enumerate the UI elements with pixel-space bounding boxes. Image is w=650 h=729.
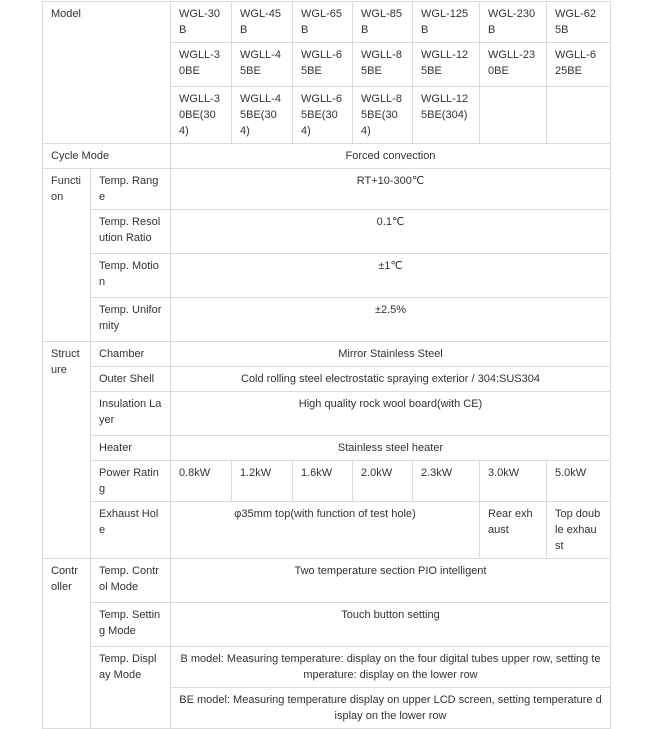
- model-be304-cell: WGLL-30BE(304): [171, 87, 232, 144]
- temp-resolution-label: Temp. Resolution Ratio: [91, 210, 171, 254]
- temp-range-row: [43, 169, 611, 210]
- outer-shell-row: [43, 367, 611, 392]
- model-be304-cell: WGLL-85BE(304): [353, 87, 413, 144]
- temp-uniformity-label: Temp. Uniformity: [91, 298, 171, 342]
- model-be304-cell: [480, 87, 547, 144]
- control-mode-value: Two temperature section PIO intelligent: [171, 559, 611, 603]
- setting-mode-label: Temp. Setting Mode: [91, 603, 171, 647]
- cycle-mode-label: Cycle Mode: [43, 144, 171, 169]
- cycle-mode-value: Forced convection: [171, 144, 611, 169]
- model-be-cell: WGLL-45BE: [232, 43, 293, 87]
- model-be304-cell: [547, 87, 611, 144]
- model-be304-cell: WGLL-125BE(304): [413, 87, 480, 144]
- insulation-row: [43, 392, 611, 436]
- model-cell: WGL-30B: [171, 2, 232, 43]
- model-be-cell: WGLL-625BE: [547, 43, 611, 87]
- model-be304-cell: WGLL-45BE(304): [232, 87, 293, 144]
- model-label: Model: [43, 2, 171, 144]
- temp-resolution-row: [43, 210, 611, 254]
- exhaust-top-double-value: Top double exhaust: [547, 502, 611, 559]
- temp-range-value: RT+10-300℃: [171, 169, 611, 210]
- model-be-cell: WGLL-85BE: [353, 43, 413, 87]
- power-value: 2.3kW: [413, 461, 480, 502]
- insulation-value: High quality rock wool board(with CE): [171, 392, 611, 436]
- outer-shell-value: Cold rolling steel electrostatic spraying exterior / 304:SUS304: [171, 367, 611, 392]
- display-mode-be-value: BE model: Measuring temperature display on upper LCD screen, setting temperature display on the lower row: [171, 688, 611, 729]
- power-value: 5.0kW: [547, 461, 611, 502]
- exhaust-hole-label: Exhaust Hole: [91, 502, 171, 559]
- insulation-label: Insulation Layer: [91, 392, 171, 436]
- temp-resolution-value: 0.1℃: [171, 210, 611, 254]
- temp-motion-row: [43, 254, 611, 298]
- chamber-label: Chamber: [91, 342, 171, 367]
- function-group-label: Function: [43, 169, 91, 342]
- setting-mode-value: Touch button setting: [171, 603, 611, 647]
- model-be-cell: WGLL-65BE: [293, 43, 353, 87]
- structure-group-label: Structure: [43, 342, 91, 559]
- temp-uniformity-value: ±2.5%: [171, 298, 611, 342]
- model-cell: WGL-625B: [547, 2, 611, 43]
- model-cell: WGL-125B: [413, 2, 480, 43]
- exhaust-common-value: φ35mm top(with function of test hole): [171, 502, 480, 559]
- chamber-row: [43, 342, 611, 367]
- power-value: 1.2kW: [232, 461, 293, 502]
- model-be-cell: WGLL-230BE: [480, 43, 547, 87]
- heater-row: [43, 436, 611, 461]
- model-be304-cell: WGLL-65BE(304): [293, 87, 353, 144]
- power-value: 2.0kW: [353, 461, 413, 502]
- model-cell: WGL-230B: [480, 2, 547, 43]
- power-value: 1.6kW: [293, 461, 353, 502]
- model-be-cell: WGLL-30BE: [171, 43, 232, 87]
- model-row: [43, 2, 611, 43]
- chamber-value: Mirror Stainless Steel: [171, 342, 611, 367]
- exhaust-rear-value: Rear exhaust: [480, 502, 547, 559]
- display-mode-label: Temp. Display Mode: [91, 647, 171, 729]
- temp-motion-label: Temp. Motion: [91, 254, 171, 298]
- control-mode-row: [43, 559, 611, 603]
- cycle-mode-row: [43, 144, 611, 169]
- power-rating-row: [43, 461, 611, 502]
- power-rating-label: Power Rating: [91, 461, 171, 502]
- temp-range-label: Temp. Range: [91, 169, 171, 210]
- temp-uniformity-row: [43, 298, 611, 342]
- model-cell: WGL-45B: [232, 2, 293, 43]
- power-value: 0.8kW: [171, 461, 232, 502]
- power-value: 3.0kW: [480, 461, 547, 502]
- exhaust-hole-row: [43, 502, 611, 559]
- display-mode-row: [43, 647, 611, 688]
- setting-mode-row: [43, 603, 611, 647]
- spec-table: [42, 1, 611, 729]
- model-be-cell: WGLL-125BE: [413, 43, 480, 87]
- temp-motion-value: ±1℃: [171, 254, 611, 298]
- heater-value: Stainless steel heater: [171, 436, 611, 461]
- heater-label: Heater: [91, 436, 171, 461]
- display-mode-b-value: B model: Measuring temperature: display on the four digital tubes upper row, setting temperature: display on the lower row: [171, 647, 611, 688]
- controller-group-label: Controller: [43, 559, 91, 729]
- control-mode-label: Temp. Control Mode: [91, 559, 171, 603]
- model-cell: WGL-65B: [293, 2, 353, 43]
- model-cell: WGL-85B: [353, 2, 413, 43]
- outer-shell-label: Outer Shell: [91, 367, 171, 392]
